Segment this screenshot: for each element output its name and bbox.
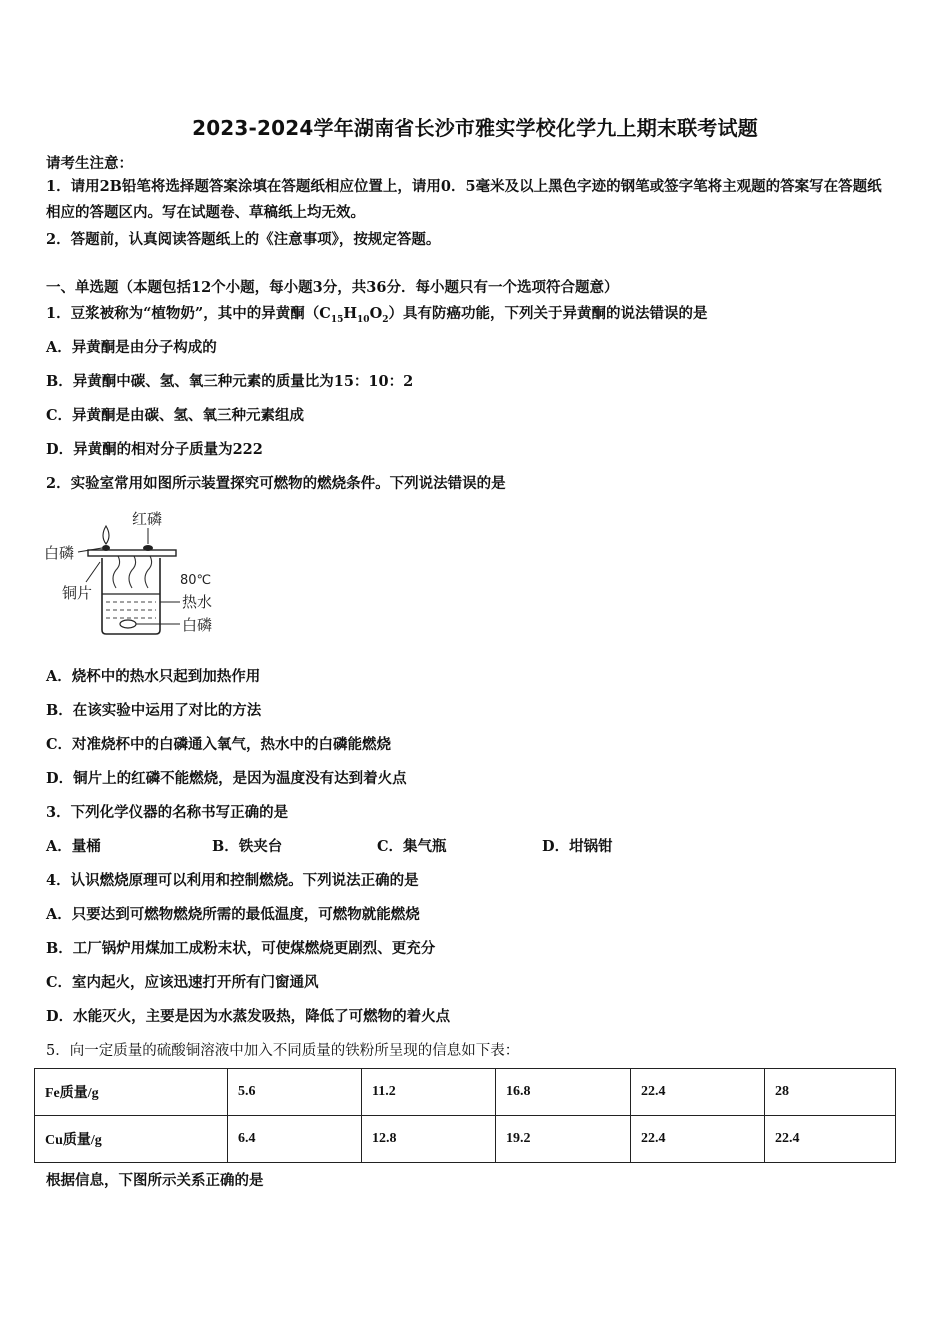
fe-cu-mass-table xyxy=(34,1068,896,1163)
label-copper-sheet: 铜片 xyxy=(62,584,93,602)
pointer-copper-sheet xyxy=(86,562,100,582)
table-cell: 12.8 xyxy=(362,1116,496,1163)
label-red-phosphorus: 红磷 xyxy=(132,510,163,528)
q3-option-c: C．集气瓶 xyxy=(377,838,447,855)
q3-option-d: D．坩锅钳 xyxy=(542,838,613,855)
q1-stem-part-b: H xyxy=(343,305,358,322)
table-cell: 11.2 xyxy=(362,1069,496,1116)
combustion-apparatus-figure xyxy=(40,506,230,646)
notice-heading: 请考生注意： xyxy=(46,155,133,172)
table-cell: Fe质量/g xyxy=(35,1069,228,1116)
label-white-phosphorus-bottom: 白磷 xyxy=(182,616,213,634)
q1-option-c: C．异黄酮是由碳、氢、氧三种元素组成 xyxy=(46,407,305,424)
q2-option-a: A．烧杯中的热水只起到加热作用 xyxy=(46,668,261,685)
steam-curve-3 xyxy=(145,556,152,588)
white-phosphorus-on-sheet xyxy=(102,545,110,551)
q4-option-d: D．水能灭火，主要是因为水蒸发吸热，降低了可燃物的着火点 xyxy=(46,1008,451,1025)
q1-stem xyxy=(46,302,707,325)
page-title: 2023-2024学年湖南省长沙市雅实学校化学九上期末联考试题 xyxy=(192,116,758,140)
q1-sub-oxygen: 2 xyxy=(382,314,389,325)
q4-option-a: A．只要达到可燃物燃烧所需的最低温度，可燃物就能燃烧 xyxy=(46,906,420,923)
table-cell: Cu质量/g xyxy=(35,1116,228,1163)
q2-option-c: C．对准烧杯中的白磷通入氧气，热水中的白磷能燃烧 xyxy=(46,736,392,753)
table-cell: 28 xyxy=(765,1069,896,1116)
table-cell: 22.4 xyxy=(631,1069,765,1116)
q3-option-b: B．铁夹台 xyxy=(212,838,283,855)
table-cell: 6.4 xyxy=(228,1116,362,1163)
q1-option-d: D．异黄酮的相对分子质量为222 xyxy=(46,441,263,458)
flame-icon xyxy=(103,526,109,544)
table-cell: 5.6 xyxy=(228,1069,362,1116)
table-cell: 19.2 xyxy=(496,1116,631,1163)
q1-stem-part-d: ）具有防癌功能，下列关于异黄酮的说法错误的是 xyxy=(388,305,708,322)
steam-curve-1 xyxy=(113,556,120,588)
steam-curve-2 xyxy=(129,556,136,588)
label-white-phosphorus-top: 白磷 xyxy=(44,544,75,562)
copper-sheet xyxy=(88,550,176,556)
notice-item-1: 1．请用2B铅笔将选择题答案涂填在答题纸相应位置上，请用0．5毫米及以上黑色字迹的钢笔或签字笔将主观题的答案写在答题纸相应的答题区内。写在试题卷、草稿纸上均无效。 xyxy=(46,178,882,221)
red-phosphorus-on-sheet xyxy=(143,545,153,551)
q2-option-d: D．铜片上的红磷不能燃烧，是因为温度没有达到着火点 xyxy=(46,770,407,787)
label-hot-water: 热水 xyxy=(182,593,213,611)
q1-stem-part-c: O xyxy=(369,305,383,322)
table-row xyxy=(35,1069,896,1116)
q2-option-b: B．在该实验中运用了对比的方法 xyxy=(46,702,262,719)
q1-option-b: B．异黄酮中碳、氢、氧三种元素的质量比为15：10：2 xyxy=(46,373,414,390)
q4-option-c: C．室内起火，应该迅速打开所有门窗通风 xyxy=(46,974,319,991)
q1-sub-hydrogen: 10 xyxy=(357,314,370,325)
q4-option-b: B．工厂锅炉用煤加工成粉末状，可使煤燃烧更剧烈、更充分 xyxy=(46,940,436,957)
table-cell: 16.8 xyxy=(496,1069,631,1116)
q3-stem: 3．下列化学仪器的名称书写正确的是 xyxy=(46,804,289,821)
q3-option-a: A．量桶 xyxy=(46,838,101,855)
q1-sub-carbon: 15 xyxy=(330,314,344,325)
table-cell: 22.4 xyxy=(765,1116,896,1163)
white-phosphorus-in-water xyxy=(120,620,136,628)
q2-stem: 2．实验室常用如图所示装置探究可燃物的燃烧条件。下列说法错误的是 xyxy=(46,475,506,492)
q5-stem: 5．向一定质量的硫酸铜溶液中加入不同质量的铁粉所呈现的信息如下表： xyxy=(46,1043,520,1059)
section-heading: 一、单选题（本题包括12个小题，每小题3分，共36分．每小题只有一个选项符合题意） xyxy=(46,279,619,296)
table-row xyxy=(35,1116,896,1163)
q1-option-a: A．异黄酮是由分子构成的 xyxy=(46,339,217,356)
label-temperature: 80℃ xyxy=(180,573,212,588)
q5-follow-text: 根据信息，下图所示关系正确的是 xyxy=(46,1172,264,1189)
notice-item-2: 2．答题前，认真阅读答题纸上的《注意事项》，按规定答题。 xyxy=(46,231,441,248)
q1-stem-part-a: 1．豆浆被称为“植物奶”，其中的异黄酮（C xyxy=(46,305,331,322)
table-cell: 22.4 xyxy=(631,1116,765,1163)
q4-stem: 4．认识燃烧原理可以利用和控制燃烧。下列说法正确的是 xyxy=(46,872,419,889)
